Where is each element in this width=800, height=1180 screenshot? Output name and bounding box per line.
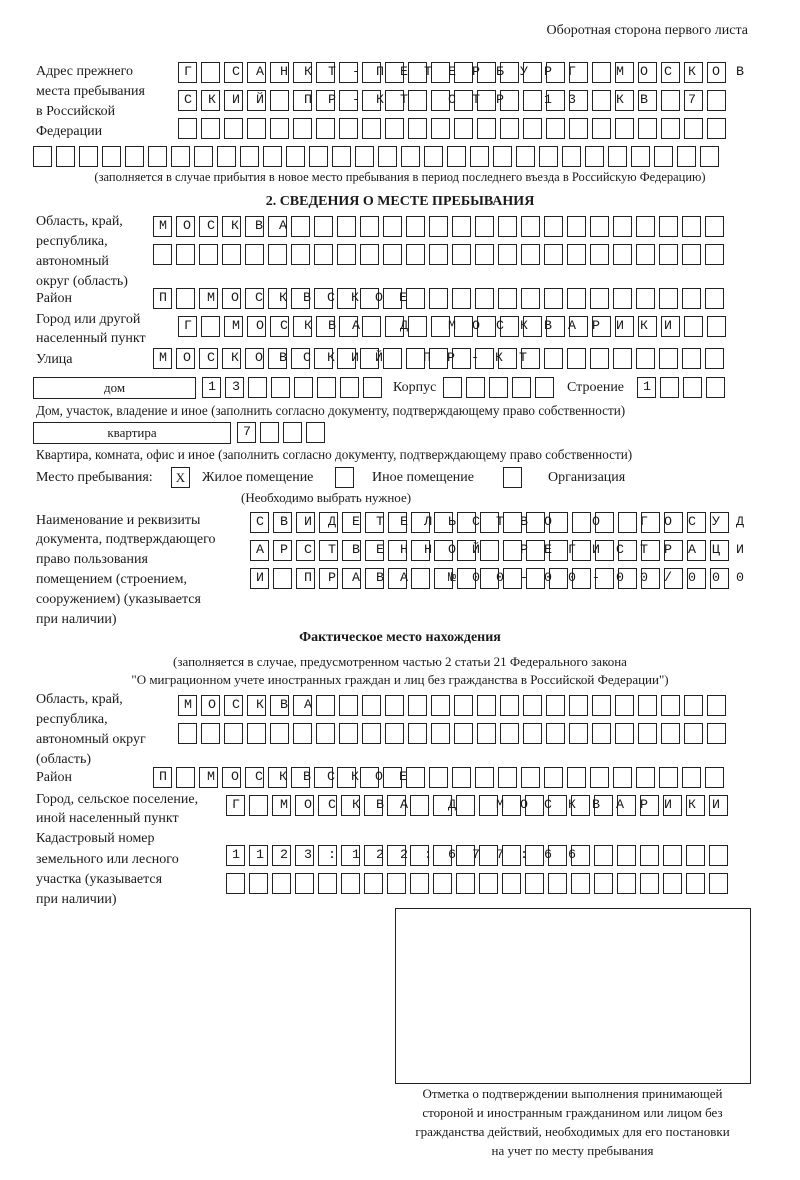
- house-note: Дом, участок, владение и иное (заполнить согласно документу, подтверждающему право собственности): [36, 403, 626, 418]
- stamp-caption-line-3: гражданства действий, необходимых для его постановки: [415, 1124, 730, 1139]
- cadastre-label-4: при наличии): [36, 892, 117, 907]
- stamp-caption: [385, 1084, 760, 1160]
- prev-address-label-1: Адрес прежнего: [36, 64, 133, 79]
- apartment-number-text: 7: [243, 425, 339, 440]
- region-label-2: республика,: [36, 234, 108, 249]
- cadastre-number-text: 1123:122:677:66: [232, 848, 760, 863]
- korpus-label: Корпус: [393, 380, 437, 395]
- prev-address-label-2: места пребывания: [36, 84, 145, 99]
- actual-city-text: Г МОСКВА Д МОСКВАРИКИ: [232, 798, 760, 813]
- confirmation-stamp-box: [395, 908, 751, 1084]
- prev-address-row-3-text: [184, 118, 760, 140]
- actual-district-text: П МОСКВСКОЕ: [159, 770, 759, 785]
- doc-row-1-text: СВИДЕТЕЛЬСТВО О ГОСУД: [256, 515, 760, 530]
- doc-label-2: документа, подтверждающего: [36, 532, 216, 547]
- stamp-caption-line-2: стороной и иностранным гражданином или лицом без: [422, 1105, 723, 1120]
- actual-region-label-1: Область, край,: [36, 692, 123, 707]
- apartment-note: Квартира, комната, офис и иное (заполнить согласно документу, подтверждающему право собственности): [36, 447, 633, 462]
- doc-row-3-text: И ПРАВА №00-00-00/000: [256, 571, 760, 586]
- cadastre-label-3: участка (указывается: [36, 872, 163, 887]
- prev-address-note: (заполняется в случае прибытия в новое место пребывания в период последнего въезда в Российскую Федерацию): [94, 170, 706, 184]
- actual-location-note-1: (заполняется в случае, предусмотренном частью 2 статьи 21 Федерального закона: [173, 654, 627, 669]
- region-row-1-text: МОСКВА: [159, 219, 759, 234]
- house-type-field[interactable]: дом: [33, 377, 196, 399]
- cadastre-row-2-text: [232, 873, 760, 895]
- actual-region-label-4: (область): [36, 752, 92, 767]
- city-row-text: Г МОСКВА Д МОСКВАРИКИ: [184, 319, 760, 334]
- prev-address-row-2-text: СКИЙ ПР-КТ СТР 13 КВ 7: [184, 93, 760, 108]
- apartment-type-field[interactable]: квартира: [33, 422, 231, 444]
- region-row-2-text: [159, 244, 759, 266]
- cadastre-label-2: земельного или лесного: [36, 852, 179, 867]
- option-other-premises-label: Иное помещение: [372, 470, 474, 485]
- prev-address-label-3: в Российской: [36, 104, 116, 119]
- actual-district-label: Район: [36, 770, 72, 785]
- doc-label-4: помещением (строением,: [36, 572, 187, 587]
- option-organization-label: Организация: [548, 470, 626, 485]
- actual-region-label-2: республика,: [36, 712, 108, 727]
- city-label-1: Город или другой: [36, 312, 141, 327]
- actual-city-label-1: Город, сельское поселение,: [36, 792, 199, 807]
- actual-region-row-2-text: [184, 723, 760, 745]
- page-header: Оборотная сторона первого листа: [546, 23, 748, 38]
- building-label: Строение: [567, 380, 625, 395]
- city-label-2: населенный пункт: [36, 331, 146, 346]
- region-label-3: автономный: [36, 254, 109, 269]
- option-residential-checkbox[interactable]: X: [171, 467, 190, 488]
- actual-location-note-2: "О миграционном учете иностранных граждан и лиц без гражданства в Российской Федерации"): [131, 672, 669, 687]
- option-residential-label: Жилое помещение: [202, 470, 314, 485]
- district-label: Район: [36, 291, 72, 306]
- choose-note: (Необходимо выбрать нужное): [241, 490, 412, 505]
- actual-region-label-3: автономный округ: [36, 732, 146, 747]
- actual-city-label-2: иной населенный пункт: [36, 811, 179, 826]
- stay-label: Место пребывания:: [36, 470, 153, 485]
- prev-address-row-4-text: [39, 146, 759, 168]
- cadastre-label-1: Кадастровый номер: [36, 831, 155, 846]
- district-row-text: П МОСКВСКОЕ: [159, 291, 759, 306]
- actual-region-row-1-text: МОСКВА: [184, 698, 760, 713]
- region-label-1: Область, край,: [36, 214, 123, 229]
- prev-address-row-1-text: Г САНКТ-ПЕТЕРБУРГ МОСКОВ: [184, 65, 760, 80]
- doc-row-2-text: АРСТВЕННОЙ РЕГИСТРАЦИ: [256, 543, 760, 558]
- doc-label-5: сооружением) (указывается: [36, 592, 201, 607]
- building-text: 1: [643, 380, 739, 395]
- stamp-caption-line-4: на учет по месту пребывания: [491, 1143, 654, 1158]
- option-other-premises-checkbox[interactable]: [335, 467, 354, 488]
- house-number-text: 13: [208, 380, 400, 395]
- option-organization-checkbox[interactable]: [503, 467, 522, 488]
- actual-location-title: Фактическое место нахождения: [299, 630, 501, 645]
- doc-label-1: Наименование и реквизиты: [36, 513, 201, 528]
- street-label: Улица: [36, 352, 73, 367]
- section2-title: 2. СВЕДЕНИЯ О МЕСТЕ ПРЕБЫВАНИЯ: [265, 194, 535, 209]
- korpus-text: [449, 377, 569, 399]
- region-label-4: округ (область): [36, 274, 128, 289]
- prev-address-label-4: Федерации: [36, 124, 103, 139]
- doc-label-6: при наличии): [36, 612, 117, 627]
- street-row-text: МОСКОВСКИЙ ПР-КТ: [159, 351, 759, 366]
- doc-label-3: право пользования: [36, 552, 148, 567]
- stamp-caption-line-1: Отметка о подтверждении выполнения принимающей: [422, 1086, 723, 1101]
